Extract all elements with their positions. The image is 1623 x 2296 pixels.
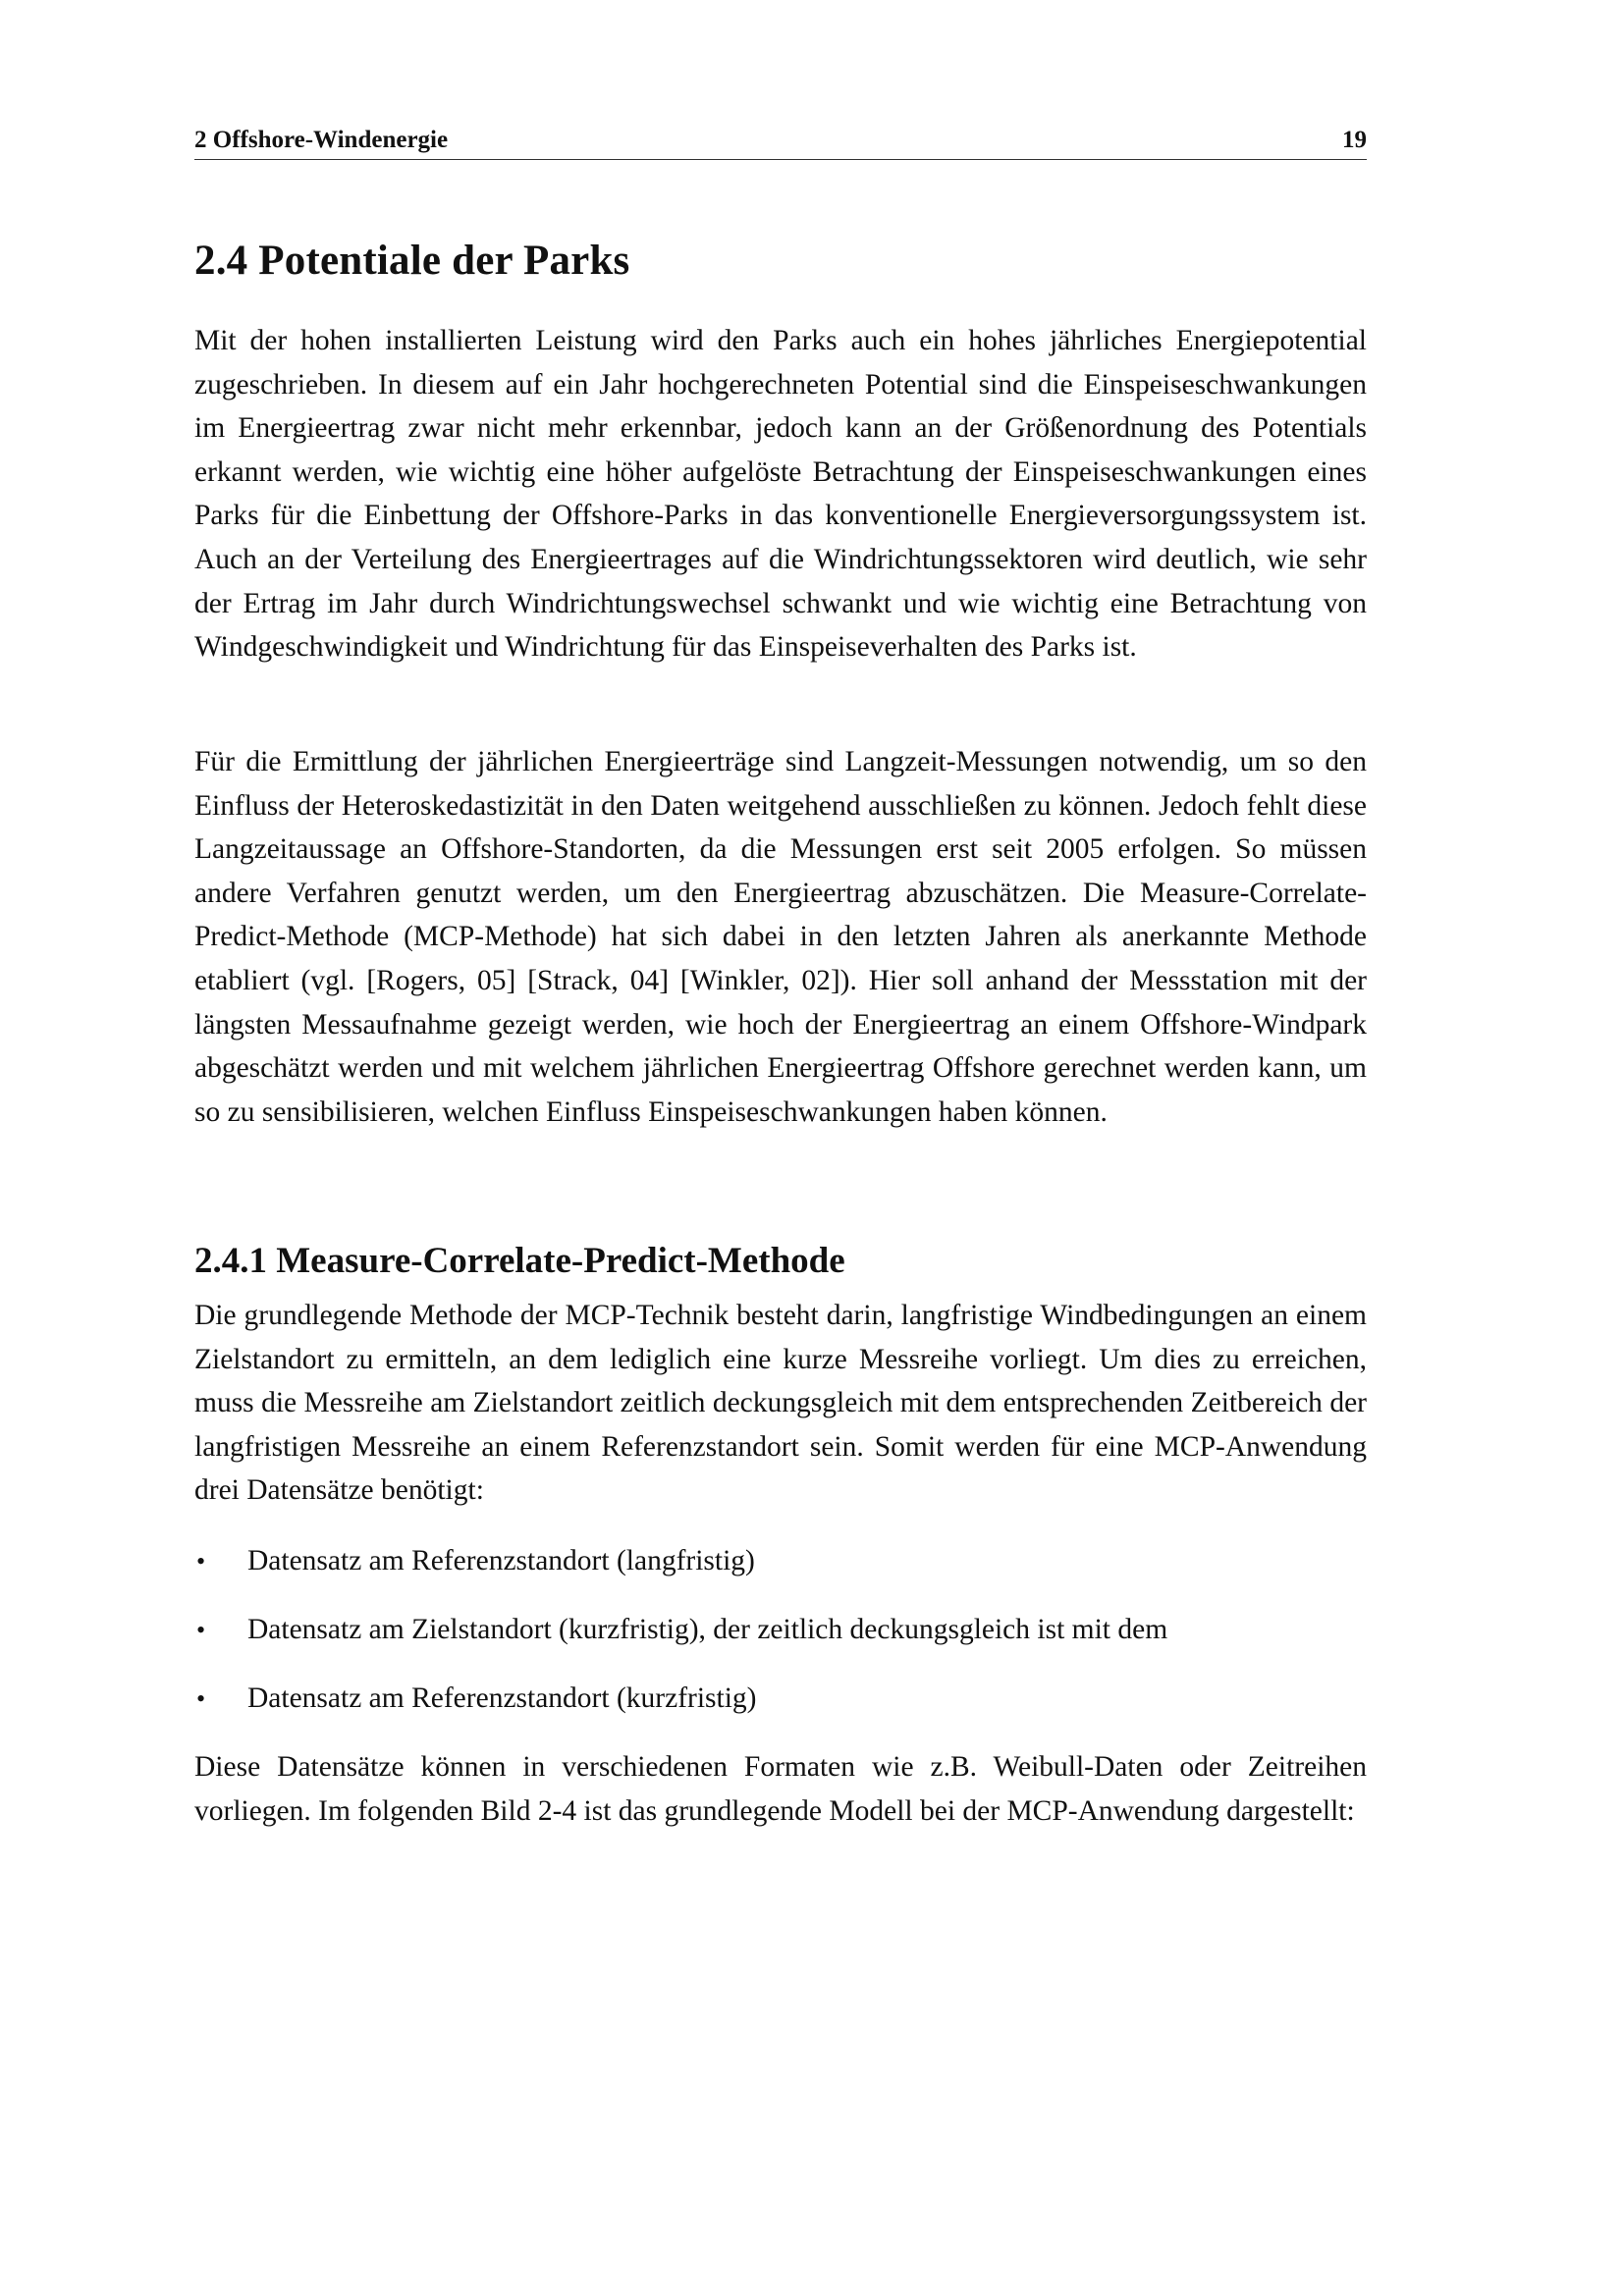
section-paragraph-2: Für die Ermittlung der jährlichen Energieerträge sind Langzeit-Messungen notwendig, um so den Einfluss der Heteroskedastizität in den Daten weitgehend ausschließen zu können. Jedoch fehlt diese Langzeitaussage an Offshore-Standorten, da die Messungen erst seit 2005 erfolgen. So müssen andere Verfahren genutzt werden, um den Energieertrag abzuschätzen. Die Measure-Correlate-Predict-Methode (MCP-Methode) hat sich dabei in den letzten Jahren als anerkannte Methode etabliert (vgl. [Rogers, 05] [Strack, 04] [Winkler, 02]). Hier soll anhand der Messstation mit der längsten Messaufnahme gezeigt werden, wie hoch der Energieertrag an einem Offshore-Windpark abgeschätzt werden und mit welchem jährlichen Energieertrag Offshore gerechnet werden kann, um so zu sensibilisieren, welchen Einfluss Einspeiseschwankungen haben können. — [194, 746, 1367, 1128]
list-item — [194, 1608, 1367, 1677]
list-item-text: Datensatz am Zielstandort (kurzfristig), der zeitlich deckungsgleich ist mit dem — [247, 1614, 1168, 1645]
running-header — [194, 126, 1367, 160]
chapter-title: 2 Offshore-Windenergie — [194, 127, 449, 153]
page-number: 19 — [1342, 127, 1367, 153]
subsection-paragraph-1: Die grundlegende Methode der MCP-Technik besteht darin, langfristige Windbedingungen an einem Zielstandort zu ermitteln, an dem lediglich eine kurze Messreihe vorliegt. Um dies zu erreichen, muss die Messreihe am Zielstandort zeitlich deckungsgleich mit dem entsprechenden Zeitbereich der langfristigen Messreihe an einem Referenzstandort sein. Somit werden für eine MCP-Anwendung drei Datensätze benötigt: — [194, 1300, 1367, 1507]
list-item — [194, 1539, 1367, 1608]
list-item-text: Datensatz am Referenzstandort (kurzfristig) — [247, 1682, 757, 1714]
subsection-heading: 2.4.1 Measure-Correlate-Predict-Methode — [194, 1241, 845, 1281]
list-item-text: Datensatz am Referenzstandort (langfristig) — [247, 1545, 755, 1576]
section-paragraph-1: Mit der hohen installierten Leistung wird den Parks auch ein hohes jährliches Energiepotential zugeschrieben. In diesem auf ein Jahr hochgerechneten Potential sind die Einspeiseschwankungen im Energieertrag zwar nicht mehr erkennbar, jedoch kann an der Größenordnung des Potentials erkannt werden, wie wichtig eine höher aufgelöste Betrachtung der Einspeiseschwankungen eines Parks für die Einbettung der Offshore-Parks in das konventionelle Energieversorgungssystem ist. Auch an der Verteilung des Energieertrages auf die Windrichtungssektoren wird deutlich, wie sehr der Ertrag im Jahr durch Windrichtungswechsel schwankt und wie wichtig eine Betrachtung von Windgeschwindigkeit und Windrichtung für das Einspeiseverhalten des Parks ist. — [194, 325, 1367, 664]
bullet-icon: • — [196, 1684, 206, 1713]
dataset-bullet-list — [194, 1539, 1367, 1745]
section-heading: 2.4 Potentiale der Parks — [194, 238, 630, 284]
subsection-paragraph-2: Diese Datensätze können in verschiedenen Formaten wie z.B. Weibull-Daten oder Zeitreihen vorliegen. Im folgenden Bild 2-4 ist das grundlegende Modell bei der MCP-Anwendung dargestellt: — [194, 1751, 1367, 1827]
bullet-icon: • — [196, 1547, 206, 1575]
bullet-icon: • — [196, 1616, 206, 1644]
list-item — [194, 1677, 1367, 1745]
document-page — [194, 126, 1367, 1827]
